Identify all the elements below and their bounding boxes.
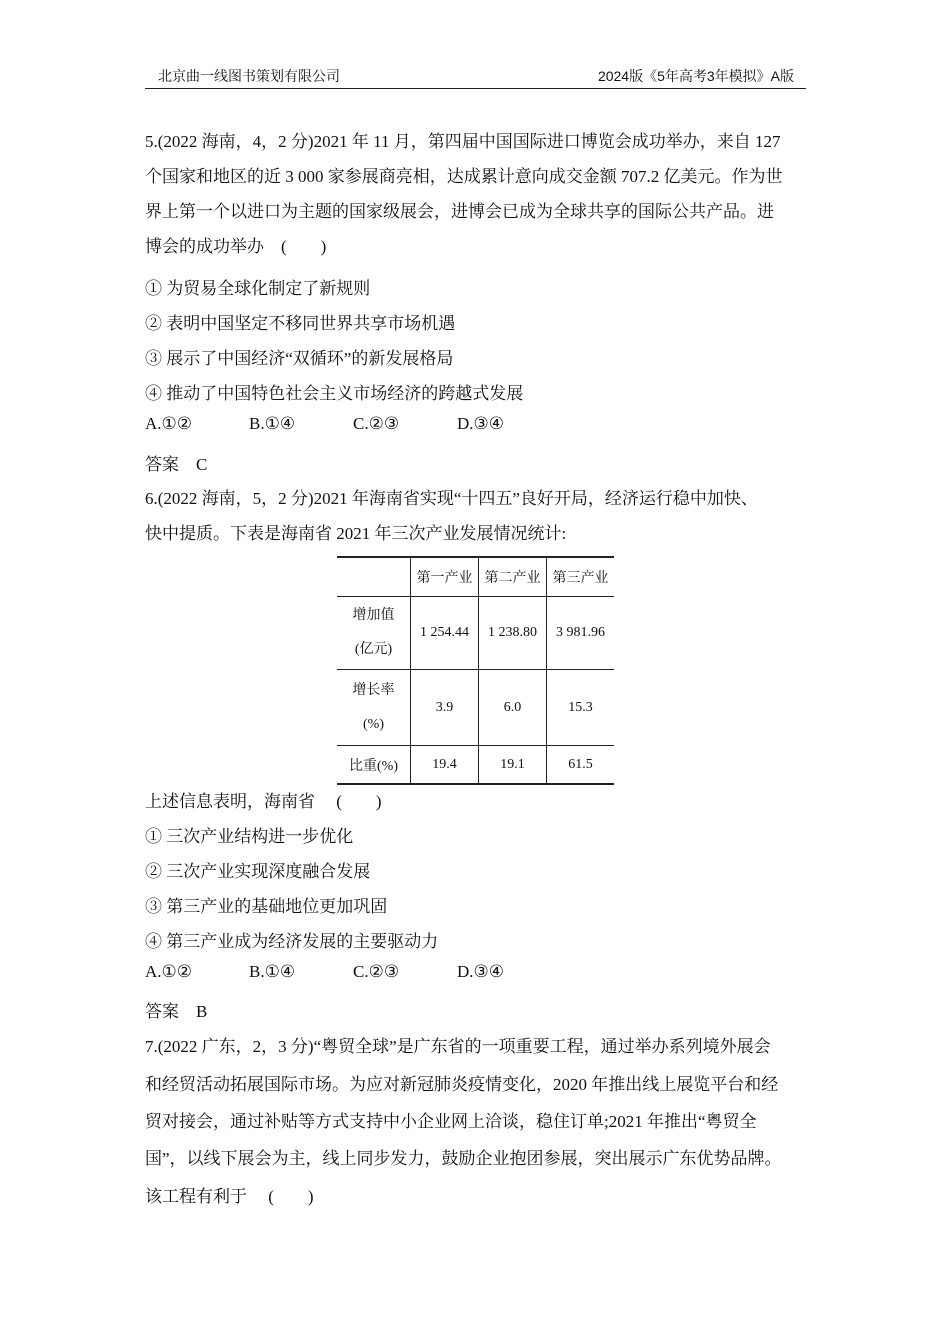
q7-stem-line-3: 贸对接会，通过补贴等方式支持中小企业网上洽谈，稳住订单;2021 年推出“粤贸全 — [145, 1112, 757, 1131]
q6-option-a: A.①② — [145, 962, 193, 981]
table-corner-cell — [337, 557, 411, 597]
q6-item-1: ① 三次产业结构进一步优化 — [145, 827, 354, 846]
table-cell: 6.0 — [479, 670, 547, 746]
table-row — [337, 746, 614, 785]
table-cell: 1 238.80 — [479, 597, 547, 670]
table-cell: 19.4 — [411, 746, 479, 785]
table-row — [337, 597, 614, 670]
q5-item-1: ① 为贸易全球化制定了新规则 — [145, 279, 371, 298]
table-row-label — [337, 670, 411, 746]
row-label-line-1: 增加值 — [352, 608, 395, 623]
q6-item-4: ④ 第三产业成为经济发展的主要驱动力 — [145, 932, 439, 951]
table-cell: 1 254.44 — [411, 597, 479, 670]
q6-question: 上述信息表明，海南省 ( ) — [145, 792, 382, 811]
header-rule — [145, 88, 806, 89]
table-cell: 61.5 — [547, 746, 615, 785]
q7-stem-line-4: 国”，以线下展会为主，线上同步发力，鼓励企业抱团参展，突出展示广东优势品牌。 — [145, 1149, 782, 1168]
q7-stem-line-1: 7.(2022 广东，2，3 分)“粤贸全球”是广东省的一项重要工程，通过举办系列境外展会 — [145, 1037, 771, 1056]
table-cell: 15.3 — [547, 670, 615, 746]
table-cell: 3 981.96 — [547, 597, 615, 670]
q6-stem-line-1: 6.(2022 海南，5，2 分)2021 年海南省实现“十四五”良好开局，经济运行稳中加快、 — [145, 489, 758, 508]
q5-stem-line-3: 界上第一个以进口为主题的国家级展会，进博会已成为全球共享的国际公共产品。进 — [145, 202, 774, 221]
table-cell: 19.1 — [479, 746, 547, 785]
table-cell: 3.9 — [411, 670, 479, 746]
table-header-row — [337, 557, 614, 597]
q5-stem-line-2: 个国家和地区的近 3 000 家参展商亮相，达成累计意向成交金额 707.2 亿美元。作为世 — [145, 167, 783, 186]
header-edition: 2024版《5年高考3年模拟》A版 — [597, 68, 794, 84]
q6-option-c: C.②③ — [353, 962, 400, 981]
q5-item-3: ③ 展示了中国经济“双循环”的新发展格局 — [145, 349, 454, 368]
q5-options — [145, 414, 561, 434]
q6-option-b: B.①④ — [249, 962, 296, 981]
q5-option-c: C.②③ — [353, 414, 400, 433]
table-row-label: 比重(%) — [337, 746, 411, 785]
table-row-label — [337, 597, 411, 670]
q5-stem-line-4: 博会的成功举办 ( ) — [145, 237, 327, 256]
q5-item-2: ② 表明中国坚定不移同世界共享市场机遇 — [145, 314, 456, 333]
q6-option-d: D.③④ — [457, 962, 505, 981]
q5-item-4: ④ 推动了中国特色社会主义市场经济的跨越式发展 — [145, 384, 524, 403]
q5-option-a: A.①② — [145, 414, 193, 433]
q5-stem-line-1: 5.(2022 海南，4，2 分)2021 年 11 月，第四届中国国际进口博览会成功举办，来自 127 — [145, 132, 781, 151]
table-row — [337, 670, 614, 746]
q6-stem-line-2: 快中提质。下表是海南省 2021 年三次产业发展情况统计: — [145, 524, 567, 543]
q5-answer: 答案 C — [145, 455, 208, 474]
q6-options — [145, 962, 561, 982]
row-label-line-1: 增长率 — [352, 682, 395, 698]
q6-item-3: ③ 第三产业的基础地位更加巩固 — [145, 897, 388, 916]
table-header-primary: 第一产业 — [411, 557, 479, 597]
q7-stem-line-5: 该工程有利于 ( ) — [145, 1187, 314, 1206]
q6-item-2: ② 三次产业实现深度融合发展 — [145, 862, 371, 881]
table-header-secondary: 第二产业 — [479, 557, 547, 597]
table-header-tertiary: 第三产业 — [547, 557, 615, 597]
header-publisher: 北京曲一线图书策划有限公司 — [158, 68, 340, 84]
industry-stats-table — [337, 556, 614, 785]
q7-stem-line-2: 和经贸活动拓展国际市场。为应对新冠肺炎疫情变化，2020 年推出线上展览平台和经 — [145, 1075, 779, 1094]
row-label-line-2: (亿元) — [354, 642, 393, 657]
row-label-line-2: (%) — [363, 716, 384, 732]
q6-answer: 答案 B — [145, 1002, 208, 1021]
q5-option-b: B.①④ — [249, 414, 296, 433]
q5-option-d: D.③④ — [457, 414, 505, 433]
